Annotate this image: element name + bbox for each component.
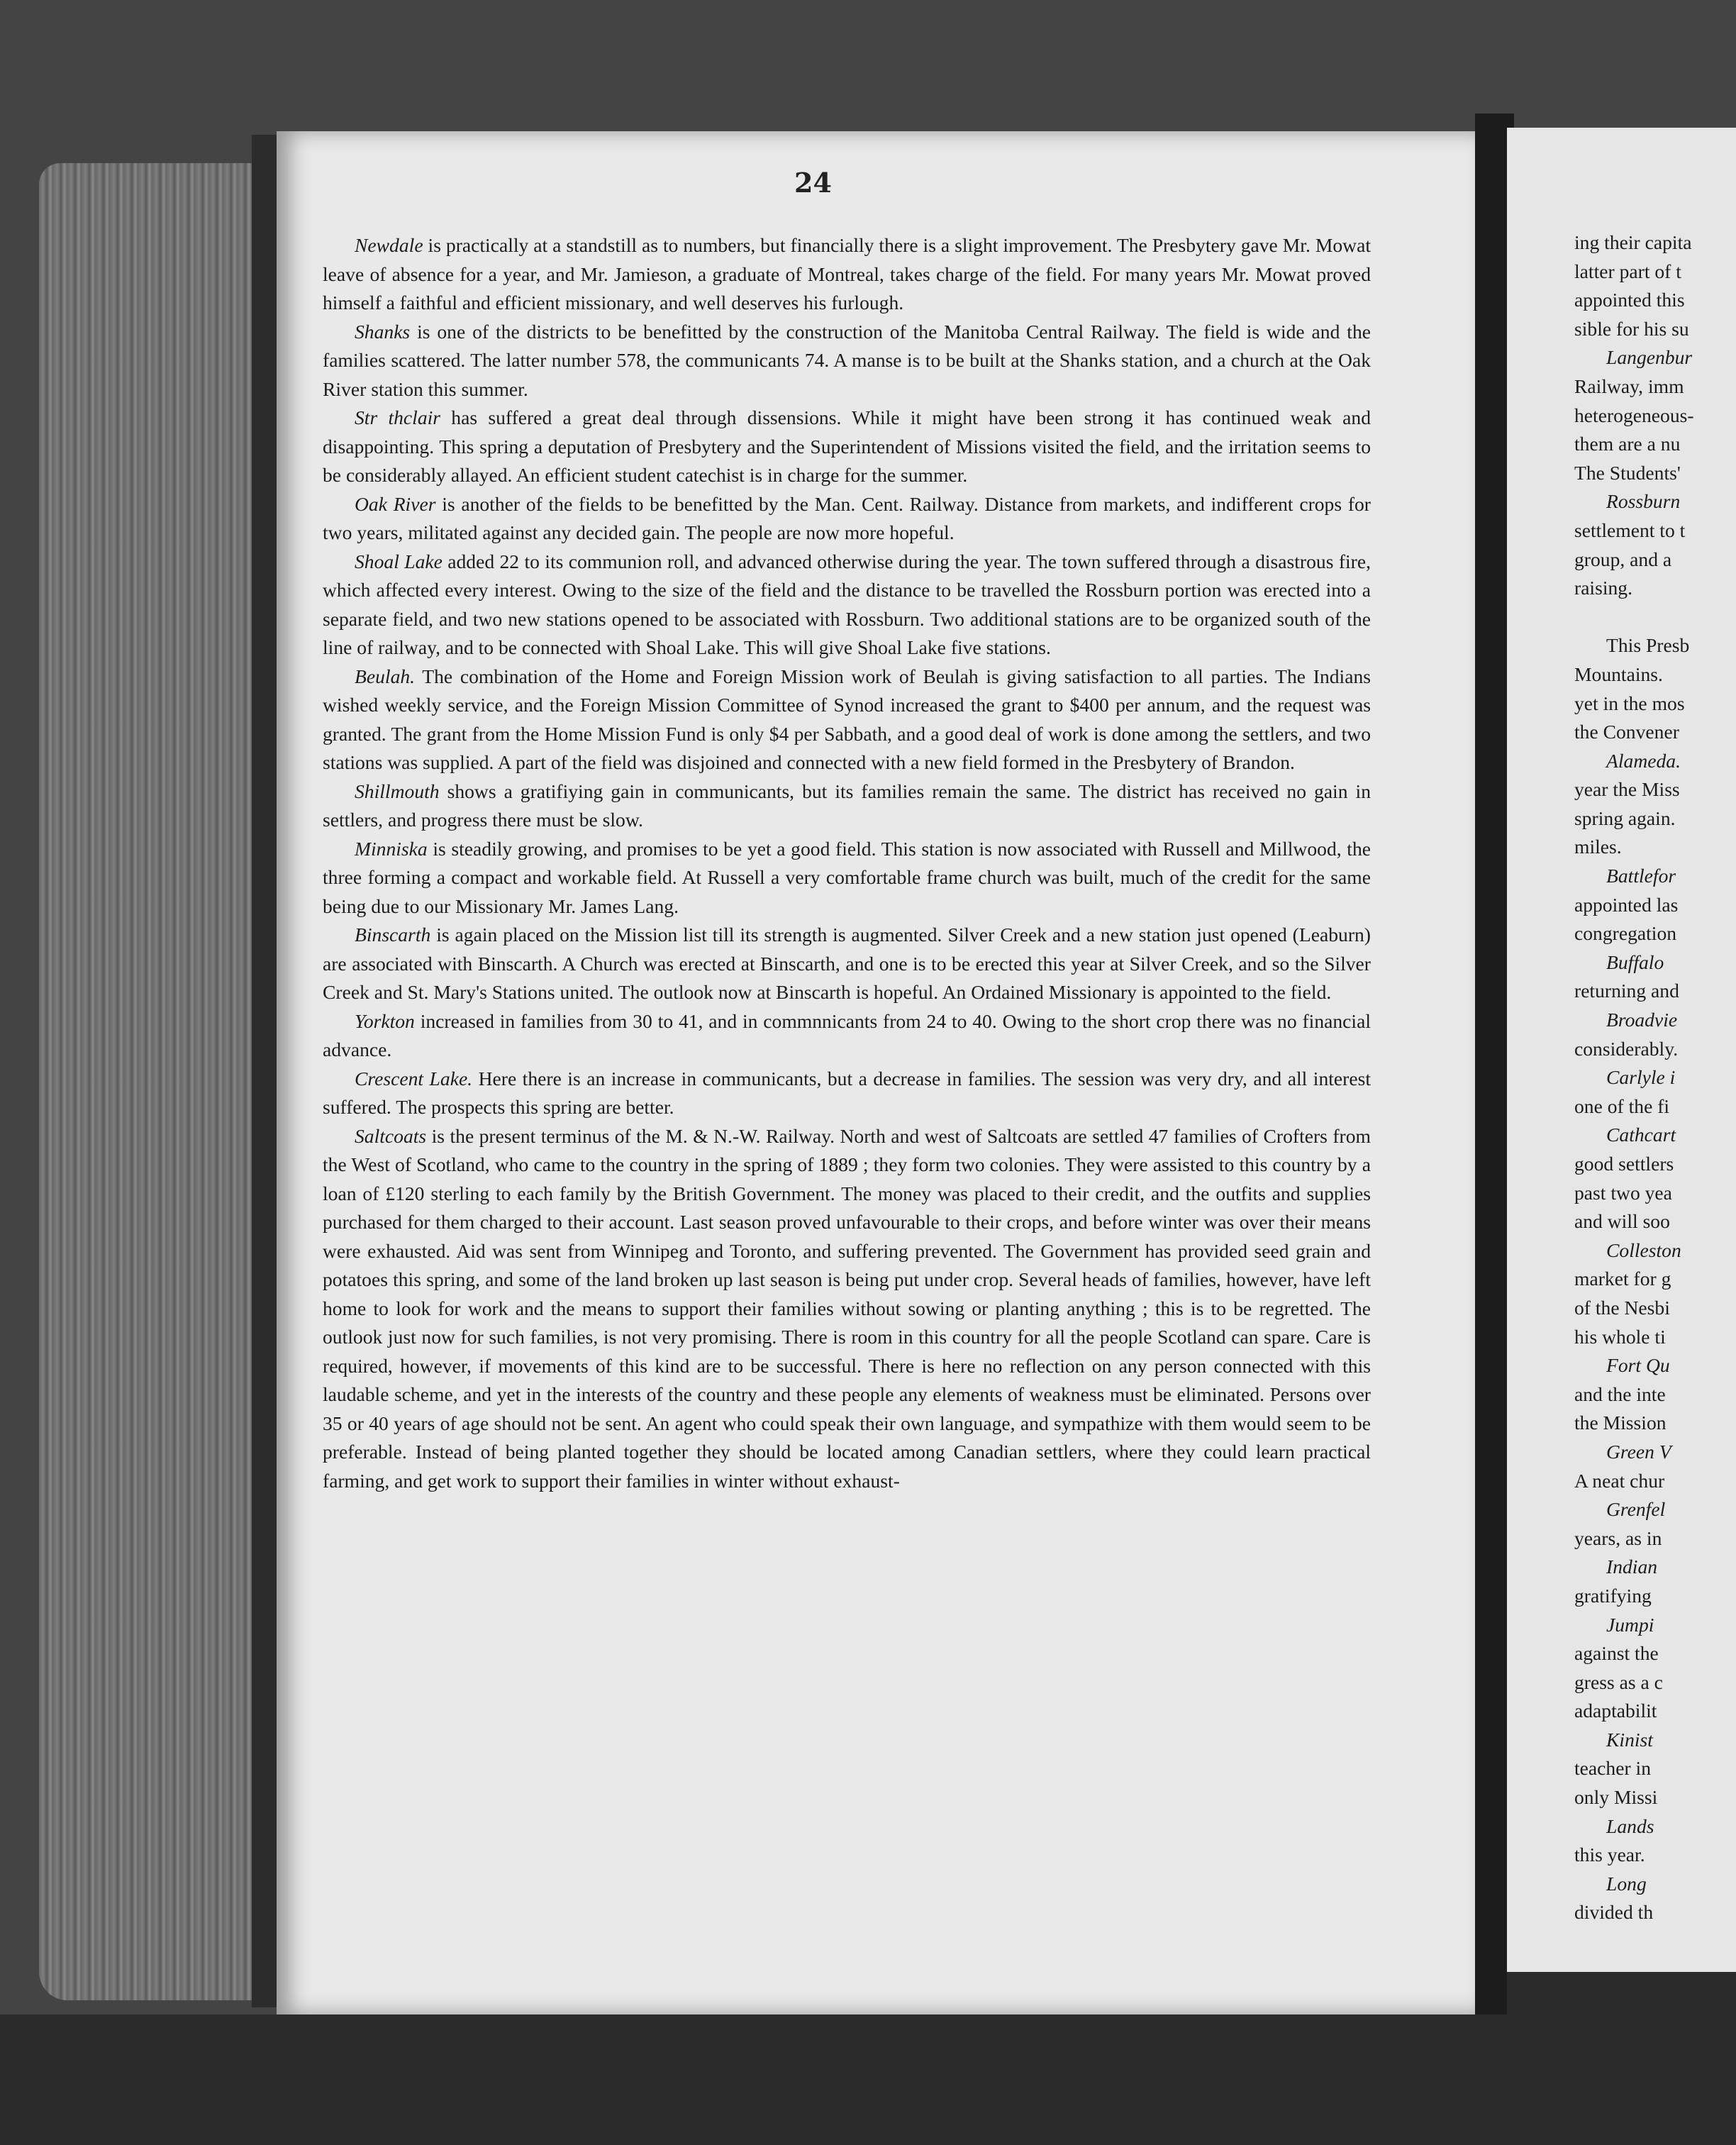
paragraph-lead-place-name: Shillmouth: [355, 780, 440, 802]
facing-page-line: gratifying: [1574, 1584, 1652, 1607]
facing-page-line: group, and a: [1574, 548, 1672, 570]
facing-page-line: Carlyle i: [1606, 1066, 1676, 1089]
paragraph-lead-place-name: Saltcoats: [355, 1124, 427, 1147]
paragraph-text: is another of the fields to be benefitted by the Man. Cent. Railway. Distance from markets, and indifferent crops for two years, militated against any decided gain. The people are now more hopeful.: [323, 492, 1371, 543]
facing-page-line: past two yea: [1574, 1181, 1672, 1204]
paragraph-text: shows a gratifiying gain in communicants, but its families remain the same. The district has received no gain in settlers, and progress there must be slow.: [323, 780, 1371, 831]
facing-page-line: Grenfel: [1606, 1498, 1666, 1521]
facing-page-line: adaptabilit: [1574, 1700, 1657, 1722]
paragraph-text: is practically at a standstill as to numbers, but financially there is a slight improvement. The Presbytery gave Mr. Mowat leave of absence for a year, and Mr. Jamieson, a graduate of Montreal, takes charge of the field. For many years Mr. Mowat proved himself a faithful and efficient missionary, and well deserves his furlough.: [323, 234, 1371, 314]
page-number: 24: [794, 167, 832, 199]
facing-page-line: raising.: [1574, 577, 1632, 599]
facing-page-line: considerably.: [1574, 1037, 1679, 1060]
facing-page-line: them are a nu: [1574, 433, 1681, 455]
facing-page-line: appointed this: [1574, 289, 1685, 311]
facing-page-line: and will soo: [1574, 1210, 1670, 1233]
facing-page-line: yet in the mos: [1574, 692, 1685, 714]
paragraph-lead-place-name: Crescent Lake.: [355, 1067, 473, 1090]
facing-page-line: A neat chur: [1574, 1469, 1665, 1492]
facing-page-line: miles.: [1574, 836, 1622, 858]
facing-page-line: year the Miss: [1574, 778, 1680, 801]
facing-page-line: Battlefor: [1606, 865, 1676, 887]
facing-page-line: congregation: [1574, 922, 1677, 945]
page-body-text: [323, 231, 1371, 1495]
paragraph-text: increased in families from 30 to 41, and in commnnicants from 24 to 40. Owing to the short crop there was no financial advance.: [323, 1009, 1371, 1060]
facing-page-line: sible for his su: [1574, 317, 1689, 340]
paragraph-text: Here there is an increase in communicants, but a decrease in families. The session was very dry, and all interest suffered. The prospects this spring are better.: [323, 1067, 1371, 1118]
facing-page-line: of the Nesbi: [1574, 1296, 1670, 1319]
facing-page-line: Indian: [1606, 1556, 1658, 1578]
paragraph-text: is the present terminus of the M. & N.-W. Railway. North and west of Saltcoats are settled 47 families of Crofters from the West of Scotland, who came to the country in the spring of 1889 ; they form two colonies. They were assisted to this country by a loan of £120 sterling to each family by the British Government. The money was placed to their credit, and the outfits and supplies purchased for them charged to their account. Last season proved unfavourable to their crops, and before winter was over their means were exhausted. Aid was sent from Winnipeg and Toronto, and suffering prevented. The Government has provided seed grain and potatoes this spring, and some of the land broken up last season is being put under crop. Several heads of families, however, have left home to look for work and the means to support their families without sowing or planting anything ; this is to be regretted. The outlook just now for such families, is not very promising. There is room in this country for all the people Scotland can spare. Care is required, however, if movements of this kind are to be successful. There is here no reflection on any person connected with this laudable scheme, and yet in the interests of the country and these people any elements of weakness must be eliminated. Persons over 35 or 40 years of age should not be sent. An agent who could speak their own language, and sympathize with them would seem to be preferable. Instead of being planted together they should be located among Canadian settlers, where they could learn practical farming, and get work to support their families in winter without exhaust-: [323, 1124, 1371, 1492]
paragraph: [323, 318, 1371, 404]
paragraph-lead-place-name: Newdale: [355, 234, 423, 256]
facing-page-line: Railway, imm: [1574, 375, 1684, 397]
paragraph-text: is steadily growing, and promises to be yet a good field. This station is now associated with Russell and Millwood, the three forming a compact and workable field. At Russell a very comfortable frame church was built, much of the credit for the same being due to our Missionary Mr. James Lang.: [323, 837, 1371, 917]
facing-page-line: Rossburn: [1606, 490, 1681, 513]
paragraph-lead-place-name: Binscarth: [355, 924, 431, 946]
paragraph: [323, 921, 1371, 1007]
facing-page-line: Cathcart: [1606, 1124, 1676, 1146]
paragraph-text: added 22 to its communion roll, and advanced otherwise during the year. The town suffered through a disastrous fire, which affected every interest. Owing to the size of the field and the distance to be travelled the Rossburn portion was erected into a separate field, and two new stations opened to be associated with Rossburn. Two additional stations are to be organized south of the line of railway, and to be connected with Shoal Lake. This will give Shoal Lake five stations.: [323, 550, 1371, 658]
paragraph-text: has suffered a great deal through dissensions. While it might have been strong it has continued weak and disappointing. This spring a deputation of Presbytery and the Superintendent of Missions visited the field, and the irritation seems to be considerably allayed. An efficient student catechist is in charge for the summer.: [323, 406, 1371, 486]
paragraph: [323, 835, 1371, 921]
paragraph: [323, 490, 1371, 548]
paragraph: [323, 548, 1371, 663]
paragraph: [323, 1007, 1371, 1065]
facing-page-line: gress as a c: [1574, 1670, 1663, 1693]
paragraph: [323, 231, 1371, 318]
facing-page-line: the Convener: [1574, 721, 1679, 743]
facing-page-line: returning and: [1574, 980, 1679, 1002]
paragraph-lead-place-name: Minniska: [355, 837, 428, 860]
facing-page-line: teacher in: [1574, 1757, 1652, 1780]
facing-page-line: only Missi: [1574, 1786, 1658, 1809]
paragraph: [323, 663, 1371, 777]
facing-page-line: Long: [1606, 1872, 1647, 1895]
facing-page-line: Kinist: [1606, 1728, 1653, 1751]
facing-page-line: this year.: [1574, 1844, 1645, 1866]
paragraph-text: is again placed on the Mission list till its strength is augmented. Silver Creek and a new station just opened (Leaburn) are associated with Binscarth. A Church was erected at Binscarth, and one is to be erected this year at Silver Creek, and so the Silver Creek and St. Mary's Stations united. The outlook now at Binscarth is hopeful. An Ordained Missionary is appointed to the field.: [323, 924, 1371, 1003]
paragraph: [323, 1065, 1371, 1122]
paragraph-text: is one of the districts to be benefitted by the construction of the Manitoba Central Railway. The field is wide and the families scattered. The latter number 578, the communicants 74. A manse is to be built at the Shanks station, and a church at the Oak River station this summer.: [323, 320, 1371, 400]
facing-page-line: Lands: [1606, 1814, 1654, 1837]
facing-page-line: settlement to t: [1574, 519, 1686, 541]
facing-page-line: appointed las: [1574, 893, 1679, 916]
facing-page-text: [1574, 228, 1736, 1927]
facing-page-line: [1574, 603, 1736, 632]
facing-page-line: Mountains.: [1574, 663, 1663, 685]
facing-page-line: ing their capita: [1574, 231, 1692, 253]
paragraph: [323, 777, 1371, 835]
facing-page-line: good settlers: [1574, 1153, 1674, 1175]
facing-page-line: Alameda.: [1606, 749, 1681, 772]
paragraph: [323, 1122, 1371, 1496]
scan-bottom-border-right: [1507, 1972, 1736, 2043]
paragraph-lead-place-name: Shanks: [355, 320, 411, 343]
facing-page-line: his whole ti: [1574, 1325, 1666, 1348]
facing-page-line: and the inte: [1574, 1382, 1666, 1405]
facing-page-line: market for g: [1574, 1268, 1671, 1290]
book-page-edges: [39, 163, 273, 2000]
facing-page-line: The Students': [1574, 461, 1681, 484]
facing-page-line: Langenbur: [1606, 346, 1693, 369]
paragraph-text: The combination of the Home and Foreign Mission work of Beulah is giving satisfaction to all parties. The Indians wished weekly service, and the Foreign Mission Committee of Synod increased the grant to $400 per annum, and the request was granted. The grant from the Home Mission Fund is only $4 per Sabbath, and a good deal of work is done among the settlers, and two stations was supplied. A part of the field was disjoined and connected with a new field formed in the Presbytery of Brandon.: [323, 665, 1371, 773]
facing-page-line: Buffalo: [1606, 950, 1664, 973]
facing-page-line: This Presb: [1606, 634, 1690, 657]
facing-page-line: Colleston: [1606, 1238, 1681, 1261]
paragraph-lead-place-name: Str thclair: [355, 406, 441, 428]
paragraph-lead-place-name: Yorkton: [355, 1009, 415, 1032]
facing-page-line: years, as in: [1574, 1526, 1662, 1549]
facing-page-line: heterogeneous-: [1574, 404, 1694, 426]
facing-page-line: Jumpi: [1606, 1613, 1654, 1636]
facing-page-line: Green V: [1606, 1440, 1671, 1463]
facing-page-line: the Mission: [1574, 1412, 1667, 1434]
facing-page-line: one of the fi: [1574, 1094, 1670, 1117]
facing-page-line: against the: [1574, 1642, 1659, 1665]
paragraph: [323, 404, 1371, 490]
facing-page-line: latter part of t: [1574, 260, 1681, 282]
paragraph-lead-place-name: Shoal Lake: [355, 550, 443, 572]
facing-page-line: Broadvie: [1606, 1009, 1678, 1031]
facing-page-line: spring again.: [1574, 807, 1676, 829]
scan-bottom-border: [0, 2014, 1736, 2145]
facing-page-line: divided th: [1574, 1901, 1654, 1924]
facing-page-line: Fort Qu: [1606, 1354, 1670, 1377]
paragraph-lead-place-name: Beulah.: [355, 665, 416, 687]
paragraph-lead-place-name: Oak River: [355, 492, 436, 515]
